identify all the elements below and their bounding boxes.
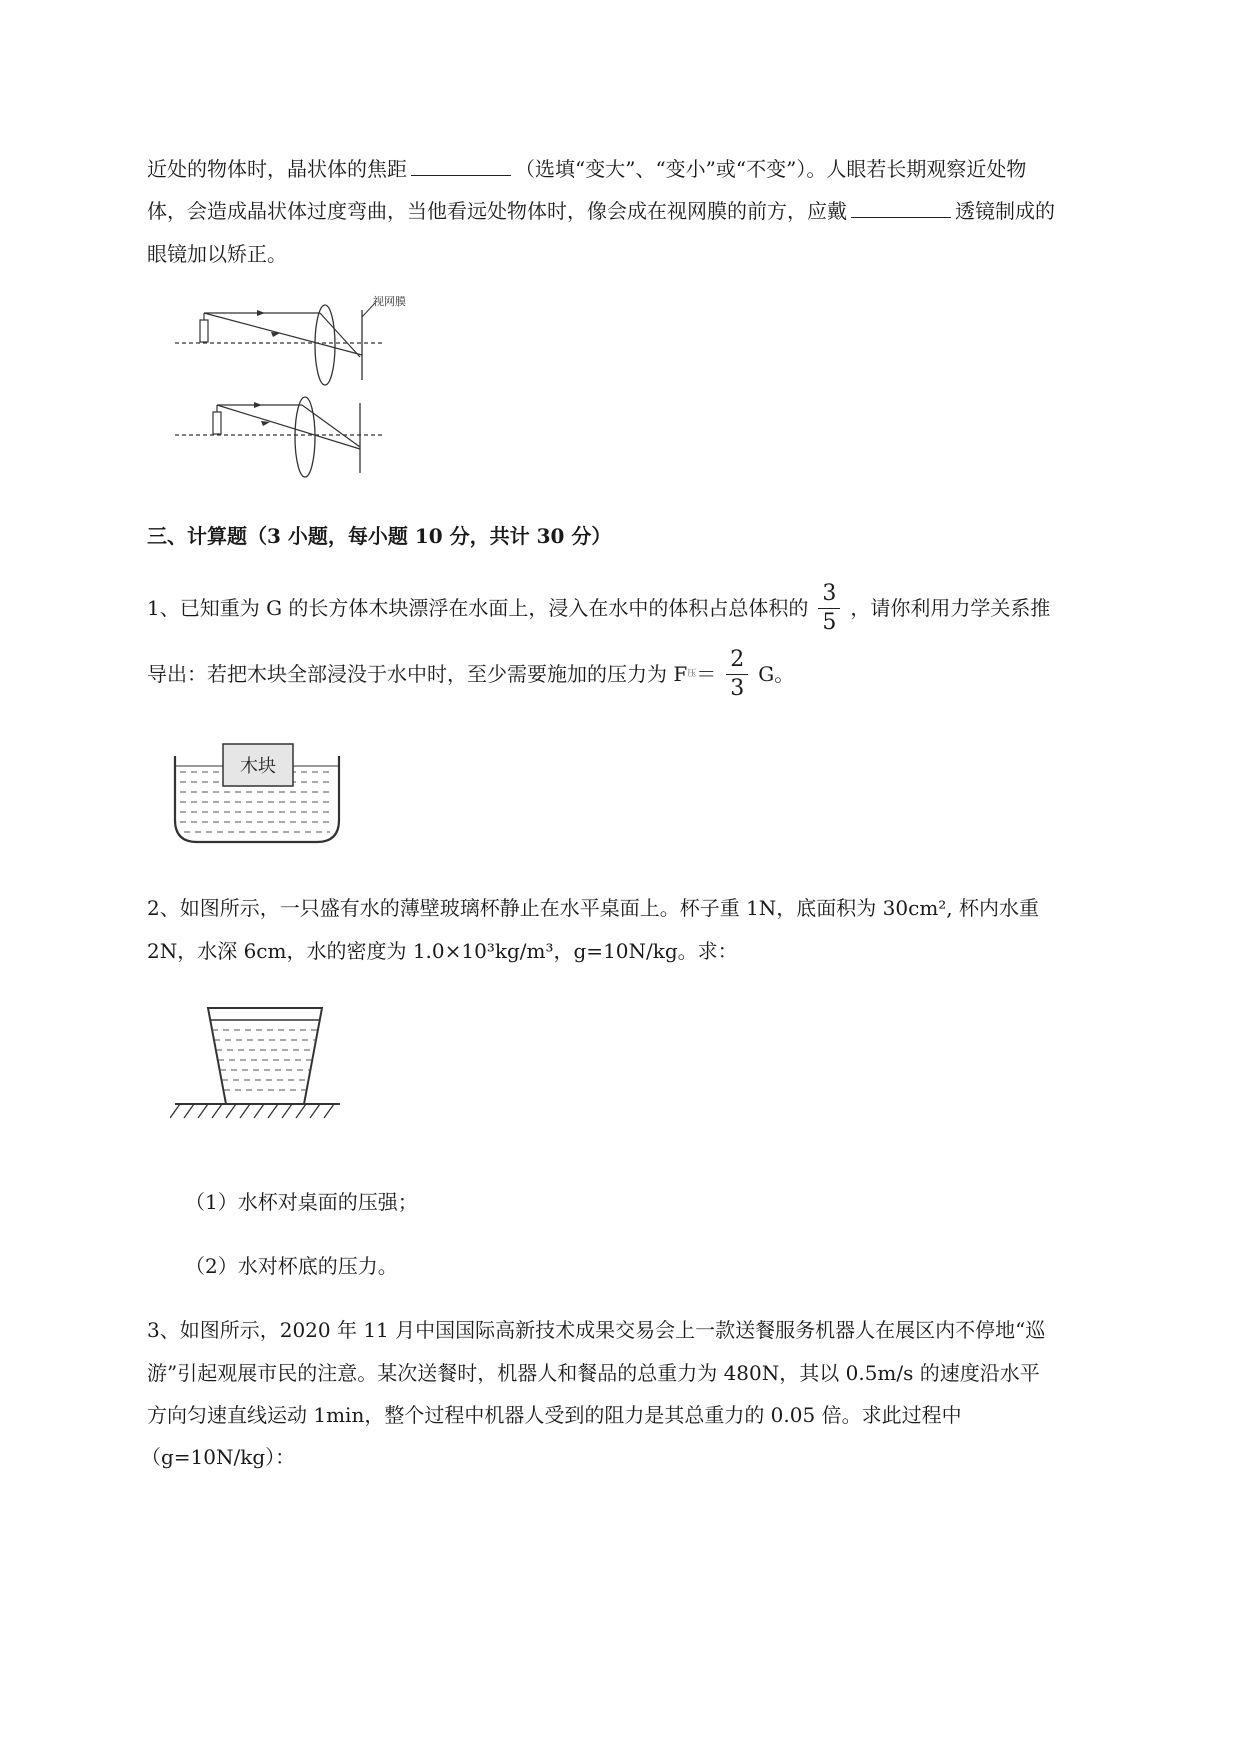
water-dashes (212, 1030, 318, 1090)
denominator: 5 (822, 609, 837, 635)
fraction-two-thirds (726, 646, 748, 703)
answer-blank-1 (411, 157, 511, 176)
top-paragraph-line-2 (147, 197, 1055, 225)
table-hatching (170, 1104, 334, 1118)
fraction-three-fifths (818, 580, 840, 637)
eye-lens-diagram (170, 295, 450, 495)
top-paragraph-line-1 (147, 155, 1026, 183)
object-upper (200, 320, 208, 342)
section-heading: 三、计算题（3 小题，每小题 10 分，共计 30 分） (147, 524, 612, 548)
text: 近处的物体时，晶状体的焦距 (147, 157, 407, 181)
q2-sub-question-1: （1）水杯对桌面的压强； (185, 1190, 418, 1214)
q1-line-1 (147, 580, 1050, 636)
top-paragraph-line-3: 眼镜加以矫正。 (147, 242, 287, 266)
text: 透镜制成的 (955, 199, 1055, 223)
text: ，请你利用力学关系推 (850, 596, 1051, 620)
q3-line-3: 方向匀速直线运动 1min，整个过程中机器人受到的阻力是其总重力的 0.05 倍。求此过程中 (147, 1403, 962, 1427)
text: 导出：若把木块全部浸没于水中时，至少需要施加的压力为 F (147, 662, 688, 686)
q3-line-1: 3、如图所示，2020 年 11 月中国国际高新技术成果交易会上一款送餐服务机器人在展区内不停地“巡 (147, 1318, 1046, 1342)
q2-sub-question-2: （2）水对杯底的压力。 (185, 1254, 398, 1278)
text: G。 (758, 662, 795, 686)
numerator: 3 (818, 580, 840, 609)
denominator: 3 (730, 675, 745, 701)
numerator: 2 (726, 646, 748, 675)
text: （选填“变大”、“变小”或“不变”）。人眼若长期观察近处物 (515, 157, 1027, 181)
wood-block-diagram (172, 738, 342, 848)
equals-sign: ＝ (696, 662, 717, 686)
answer-blank-2 (851, 199, 951, 218)
q1-line-2 (147, 646, 794, 702)
object-lower (213, 412, 221, 434)
glass-on-table-diagram (170, 1000, 350, 1140)
retina-label: 视网膜 (373, 295, 406, 308)
q2-line-1: 2、如图所示，一只盛有水的薄壁玻璃杯静止在水平桌面上。杯子重 1N，底面积为 30cm², 杯内水重 (147, 896, 1040, 920)
q3-line-4: （g=10N/kg）： (141, 1445, 296, 1469)
subscript-ya: 压 (687, 669, 697, 679)
wood-block-label: 木块 (240, 756, 276, 777)
q3-line-2: 游”引起观展市民的注意。某次送餐时，机器人和餐品的总重力为 480N，其以 0.5m/s 的速度沿水平 (147, 1361, 1040, 1385)
text: 1、已知重为 G 的长方体木块漂浮在水面上，浸入在水中的体积占总体积的 (147, 596, 809, 620)
text: 体，会造成晶状体过度弯曲，当他看远处物体时，像会成在视网膜的前方，应戴 (147, 199, 847, 223)
lens-lower (295, 397, 315, 477)
q2-line-2: 2N，水深 6cm，水的密度为 1.0×10³kg/m³，g=10N/kg。求： (147, 939, 738, 963)
